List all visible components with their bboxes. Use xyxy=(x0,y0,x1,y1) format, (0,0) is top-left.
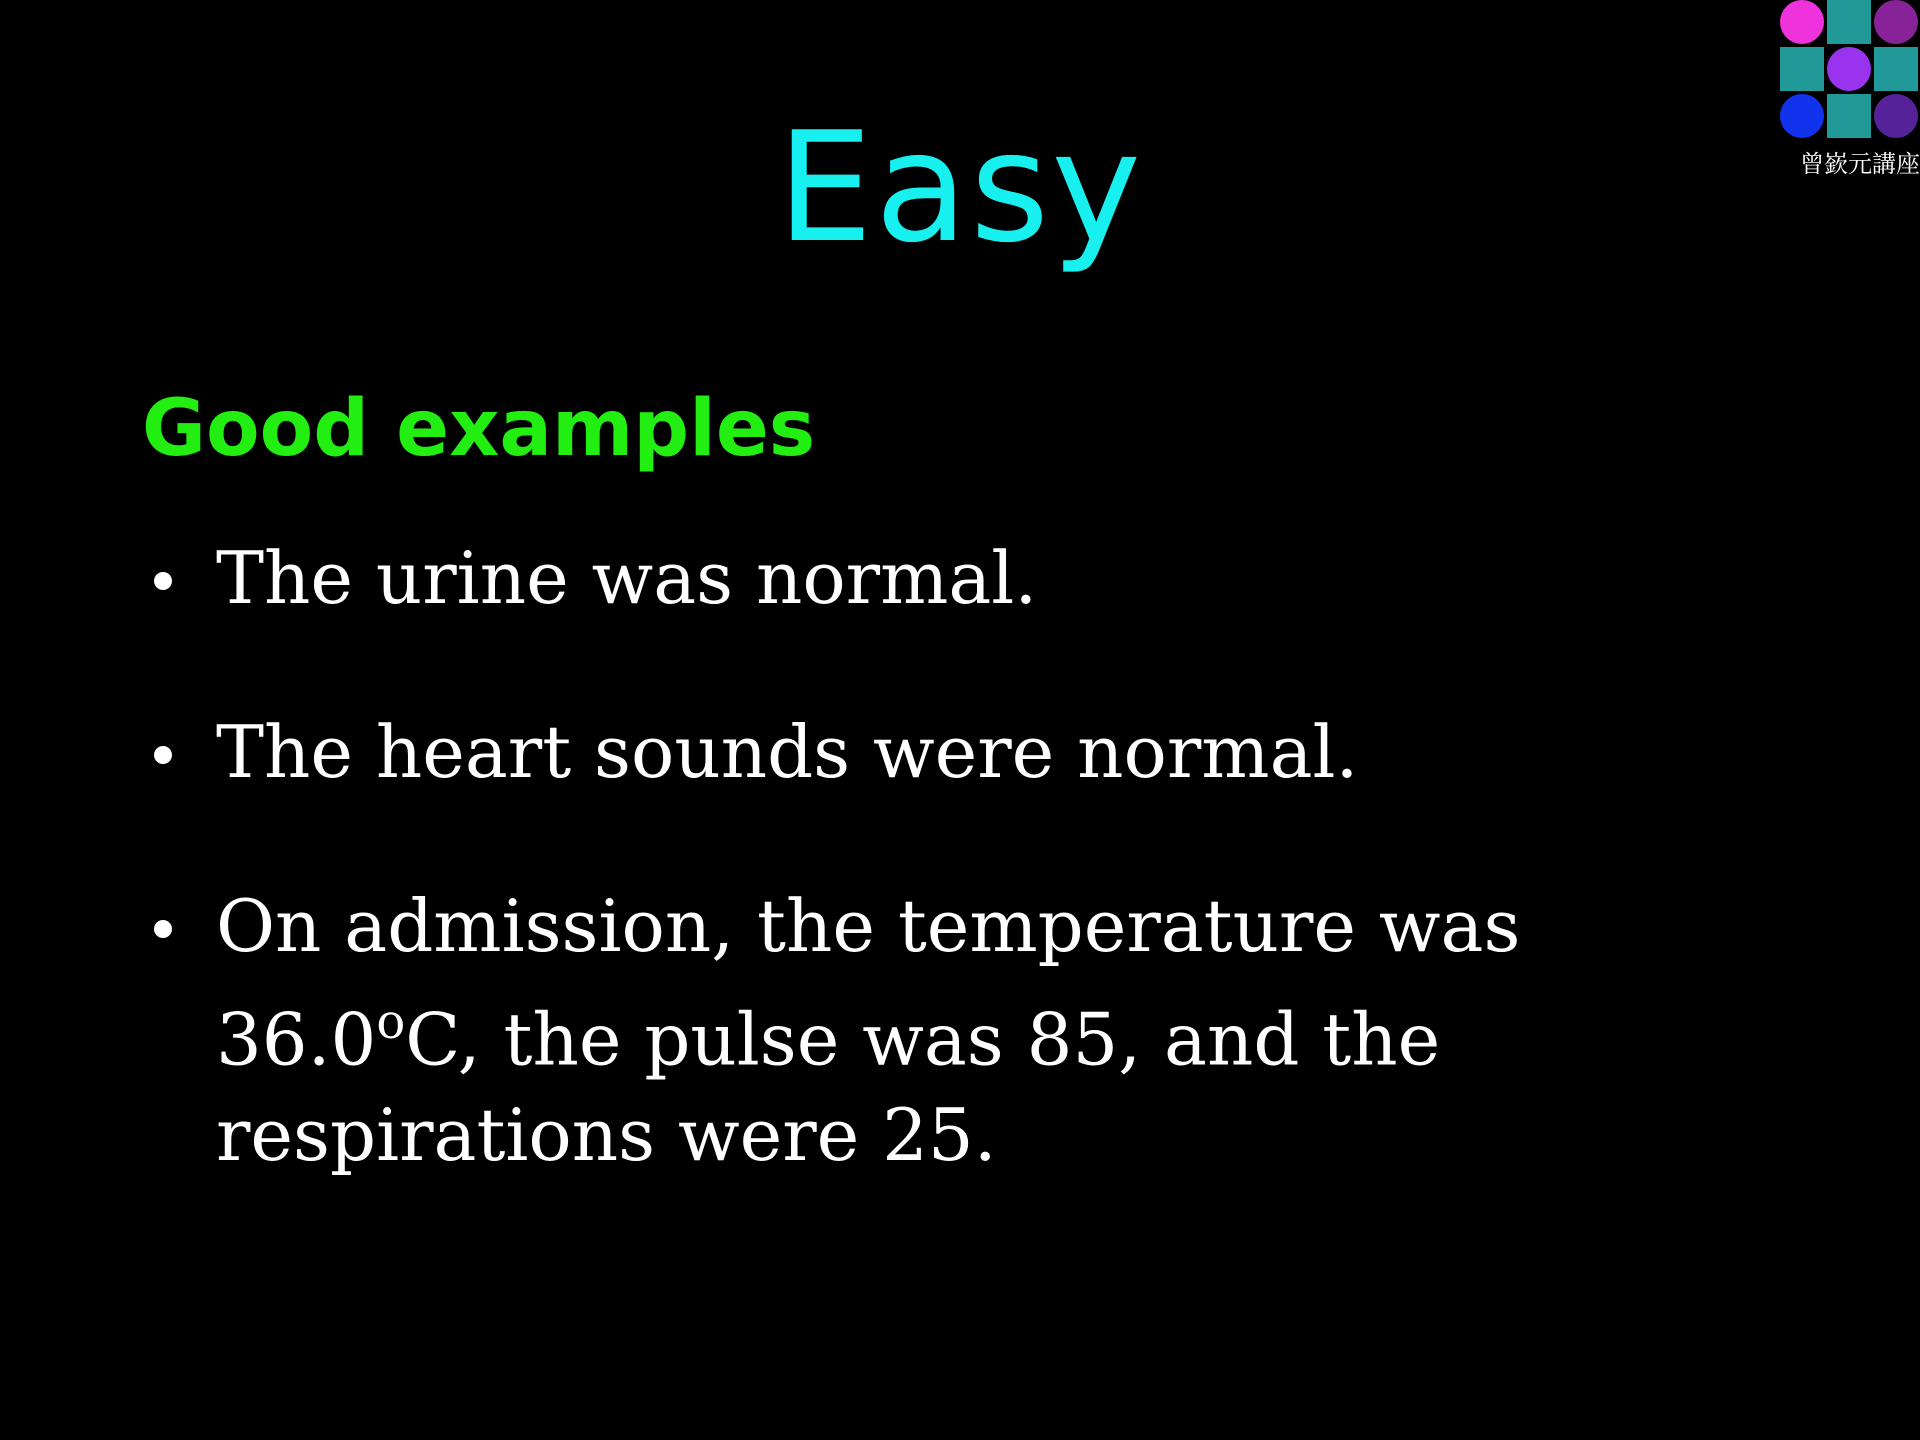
bullet-icon xyxy=(154,572,172,590)
slide-title: Easy xyxy=(776,99,1144,276)
list-item xyxy=(140,704,1640,800)
logo-circle-purple xyxy=(1827,47,1871,91)
bullet-list xyxy=(140,530,1640,1261)
bullet-text-part: On admission, the temperature was 36.0 xyxy=(216,884,1521,1082)
bullet-text: The heart sounds were normal. xyxy=(216,710,1359,794)
logo-square-teal xyxy=(1827,94,1871,138)
logo xyxy=(1778,0,1920,180)
logo-circle-blue xyxy=(1780,94,1824,138)
list-item xyxy=(140,878,1640,1183)
bullet-icon xyxy=(154,920,172,938)
logo-circle-dark-purple xyxy=(1874,0,1918,44)
list-item xyxy=(140,530,1640,626)
degree-superscript: o xyxy=(376,994,406,1050)
logo-square-teal xyxy=(1827,0,1871,44)
logo-grid-icon xyxy=(1778,0,1920,141)
section-heading: Good examples xyxy=(142,384,816,474)
bullet-text xyxy=(216,878,1640,1183)
logo-circle-magenta xyxy=(1780,0,1824,44)
logo-square-teal xyxy=(1874,47,1918,91)
logo-caption: 曾嶔元講座 xyxy=(1800,150,1920,178)
bullet-icon xyxy=(154,746,172,764)
logo-square-teal xyxy=(1780,47,1824,91)
bullet-text-part: C, the pulse was 85, and the respirations were 25. xyxy=(216,997,1441,1178)
logo-circle-deep-purple xyxy=(1874,94,1918,138)
bullet-text: The urine was normal. xyxy=(216,536,1038,620)
